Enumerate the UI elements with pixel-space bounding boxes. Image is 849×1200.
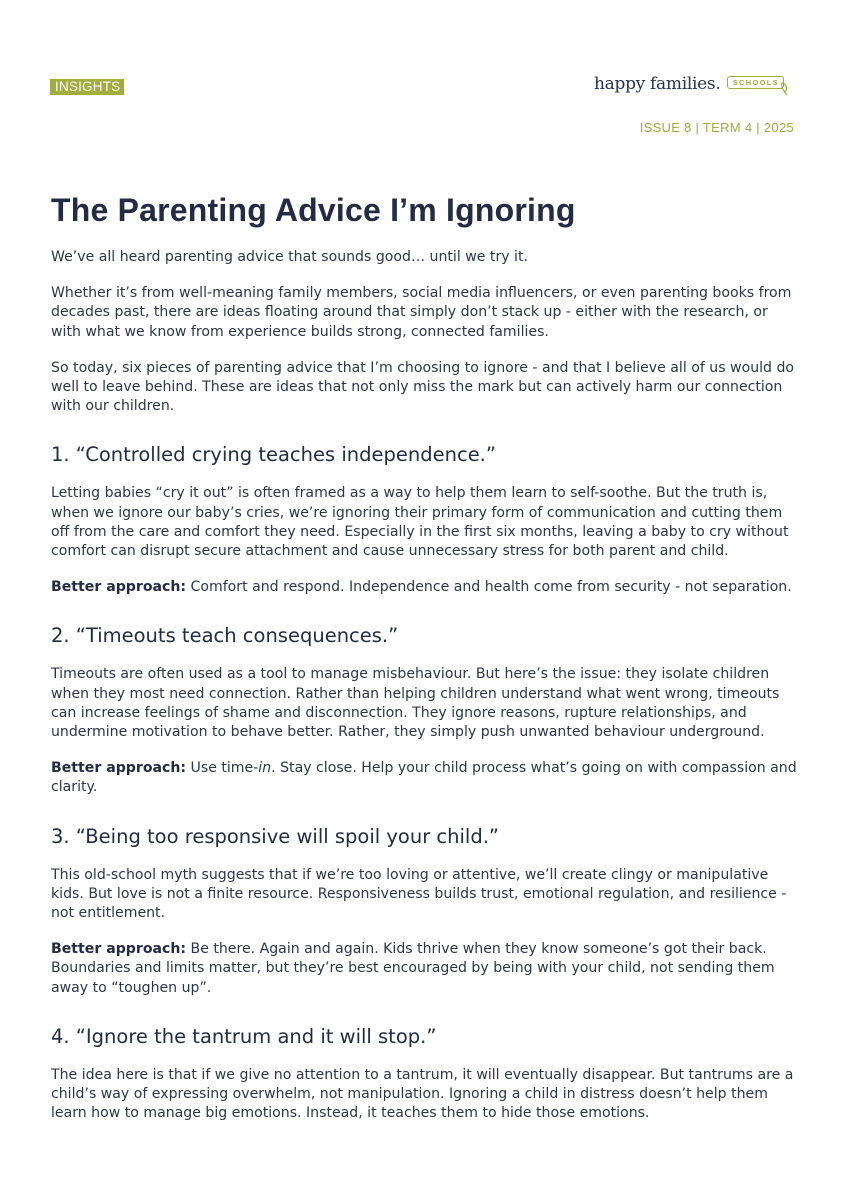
- brand-logo: happy families . SCHOOLS: [594, 70, 794, 98]
- better-approach-text: Be there. Again and again. Kids thrive when they know someone’s got their back. Boundaries and limits matter, but they’re best encouraged by being with your child, not sending them away to “toughen up”.: [51, 941, 775, 996]
- better-approach: [51, 759, 801, 797]
- brand-name: happy families: [594, 74, 716, 94]
- better-approach: [51, 578, 801, 597]
- better-approach-label: Better approach:: [51, 941, 187, 958]
- article-title: The Parenting Advice I’m Ignoring: [51, 192, 576, 228]
- better-approach-text: Comfort and respond. Independence and health come from security - not separation.: [190, 579, 792, 596]
- article-content: [51, 190, 801, 1123]
- issue-line: ISSUE 8 | TERM 4 | 2025: [639, 120, 794, 135]
- section-body: The idea here is that if we give no attention to a tantrum, it will eventually disappear. But tantrums are a child’s way of expressing overwhelm, not manipulation. Ignoring a child in distress doesn’t help them learn how to manage big emotions. Instead, it teaches them to hide those emotions.: [51, 1066, 794, 1122]
- intro-paragraph: So today, six pieces of parenting advice that I’m choosing to ignore - and that I believe all of us would do well to leave behind. These are ideas that not only miss the mark but can actively harm our connection with our children.: [51, 359, 795, 415]
- better-approach-emphasis: in: [258, 760, 272, 777]
- category-tag: INSIGHTS: [50, 79, 124, 95]
- leaf-icon: [780, 82, 790, 96]
- better-approach-label: Better approach:: [51, 760, 187, 777]
- intro-paragraph: Whether it’s from well-meaning family members, social media influencers, or even parenting books from decades past, there are ideas floating around that simply don’t stack up - either with the research, or with what we know from experience builds strong, connected families.: [51, 285, 792, 340]
- brand-badge: SCHOOLS: [727, 76, 784, 89]
- section-body: This old-school myth suggests that if we’re too loving or attentive, we’ll create clingy or manipulative kids. But love is not a finite resource. Responsiveness builds trust, emotional regulation, and resilience - not entitlement.: [51, 866, 787, 922]
- section-heading: 3. “Being too responsive will spoil your child.”: [51, 824, 500, 848]
- section-heading: 4. “Ignore the tantrum and it will stop.”: [51, 1024, 437, 1048]
- better-approach-label: Better approach:: [51, 579, 187, 596]
- better-approach-text-post: . Stay close. Help your child process what’s going on with compassion and clarity.: [51, 760, 797, 796]
- section-heading: 1. “Controlled crying teaches independence.”: [51, 443, 496, 467]
- section-body: Timeouts are often used as a tool to manage misbehaviour. But here’s the issue: they isolate children when they most need connection. Rather than helping children understand what went wrong, timeouts can increase feelings of shame and disconnection. They ignore reasons, rupture relationships, and undermine motivation to behave better. Rather, they simply push unwanted behaviour underground.: [51, 666, 780, 741]
- section-heading: 2. “Timeouts teach consequences.”: [51, 624, 399, 648]
- better-approach-text-pre: Use time-: [190, 760, 259, 777]
- better-approach: [51, 940, 801, 998]
- section-body: Letting babies “cry it out” is often framed as a way to help them learn to self-soothe. But the truth is, when we ignore our baby’s cries, we’re ignoring their primary form of communication and cutting them off from the care and comfort they need. Especially in the first six months, leaving a baby to cry without comfort can disrupt secure attachment and cause unnecessary stress for both parent and child.: [51, 485, 789, 560]
- intro-paragraph: We’ve all heard parenting advice that sounds good… until we try it.: [51, 249, 528, 265]
